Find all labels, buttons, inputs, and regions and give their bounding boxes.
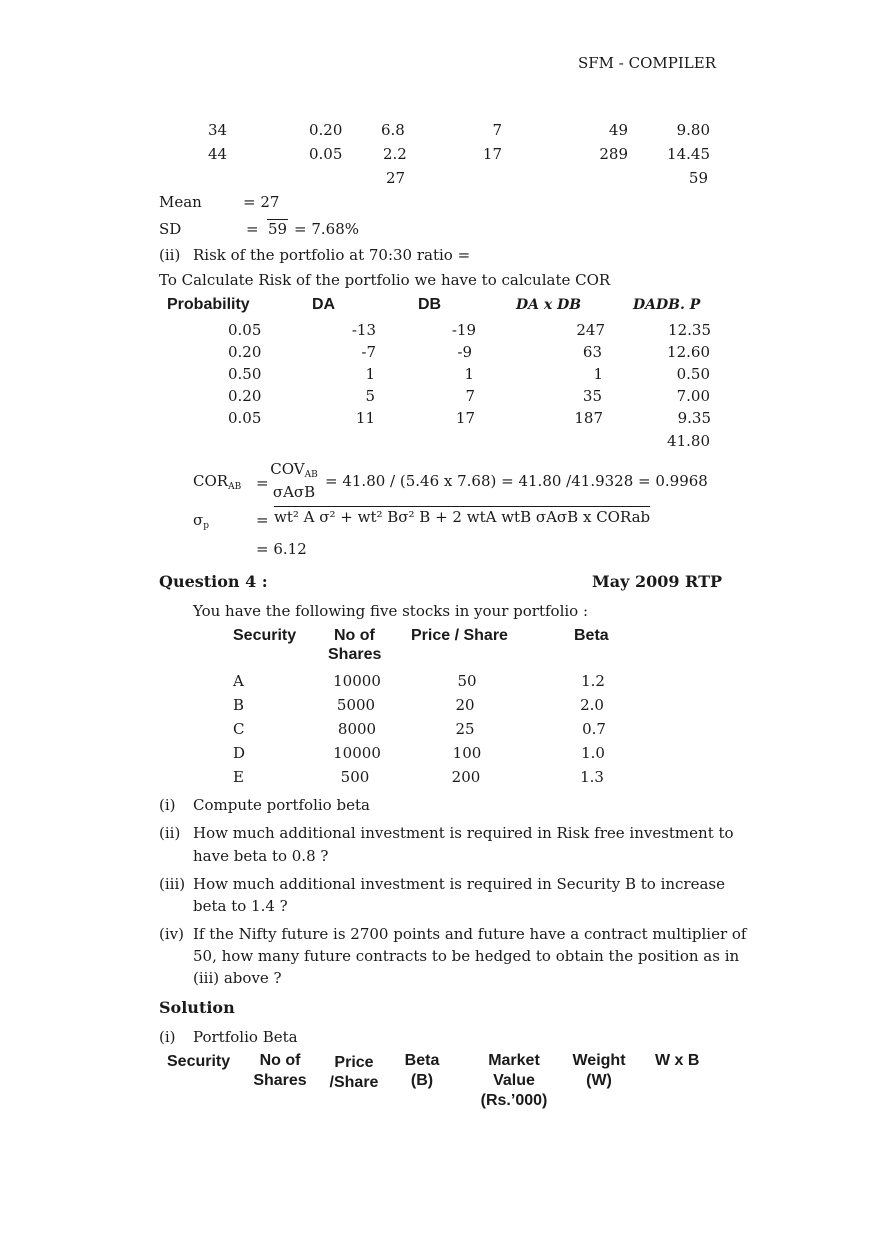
table-header: DA [312,296,336,313]
table-header: DB [418,296,442,313]
table-header: Security [233,627,297,644]
table-cell: 0.05 [309,145,343,163]
item-number: (i) [159,796,176,814]
table-cell: 7 [492,121,502,139]
table-cell: C [233,720,245,738]
cor-fraction [268,461,320,501]
page-header-title: SFM - COMPILER [578,54,717,72]
table-cell: 34 [208,121,228,139]
table-cell: -7 [361,343,376,361]
table-cell: 35 [582,387,602,405]
table-header: No of Shares [253,1052,307,1089]
risk-instruction: To Calculate Risk of the portfolio we have to calculate COR [159,271,611,289]
sd-sqrt-value: 59 [268,220,288,238]
question-source: May 2009 RTP [592,572,722,591]
fraction-denominator: σAσB [272,483,316,501]
table-cell: 1.0 [581,744,605,762]
table-header: DA x DB [516,297,582,313]
table-cell: 2.0 [580,696,604,714]
table-cell: 10000 [333,744,381,762]
table-header: Price /Share [329,1054,379,1091]
risk-line: Risk of the portfolio at 70:30 ratio = [193,246,471,264]
item-text: (iii) above ? [193,969,282,987]
table-header: Weight (W) [572,1052,626,1089]
cor-label: $COR_{AB}$ [193,472,242,492]
question-intro: You have the following five stocks in your portfolio : [193,602,589,620]
table-cell: 200 [451,768,481,786]
item-text: If the Nifty future is 2700 points and future have a contract multiplier of [193,925,747,943]
table-cell: 0.05 [228,321,262,339]
table-cell: 50 [457,672,477,690]
table-cell: 0.50 [676,365,710,383]
table-cell: 14.45 [667,145,710,163]
table-cell: 1 [365,365,375,383]
fraction-numerator: $COV_{AB}$ [270,460,318,480]
table-cell: 100 [452,744,482,762]
table-header: Shares [328,646,382,663]
table-cell: 10000 [333,672,381,690]
table-cell: -13 [351,321,376,339]
table-header: W x B [655,1052,700,1069]
question-title: Question 4 : [159,572,268,591]
table-cell: A [233,672,244,690]
table-cell: 20 [455,696,475,714]
item-text: have beta to 0.8 ? [193,847,329,865]
table-header: Security [167,1053,231,1070]
table-cell: 5 [365,387,375,405]
table-cell: 12.60 [667,343,710,361]
table-cell: E [233,768,244,786]
table-cell: D [233,744,246,762]
table-cell: 7.00 [676,387,710,405]
table-cell: 0.20 [309,121,343,139]
table-cell: 187 [574,409,603,427]
table-cell: 8000 [337,720,377,738]
cor-equals: = [256,474,269,492]
sigma-equals: = [256,511,269,529]
risk-line-number: (ii) [159,246,181,264]
table-header: Price / Share [411,627,508,644]
table-total-cell: 59 [688,169,708,187]
table-header: No of [334,627,375,644]
item-text: Compute portfolio beta [193,796,370,814]
table-total-cell: 41.80 [667,432,710,450]
item-number: (iii) [159,875,186,893]
sd-equals: = [246,220,259,238]
table-cell: 7 [465,387,475,405]
table-cell: 44 [208,145,228,163]
table-cell: 17 [482,145,502,163]
table-cell: 17 [455,409,475,427]
item-text: 50, how many future contracts to be hedged to obtain the position as in [193,947,740,965]
sigma-p-label: $\sigma_p$ [193,511,210,531]
table-cell: 9.35 [677,409,711,427]
table-cell: 25 [455,720,475,738]
table-cell: 289 [599,145,628,163]
table-cell: 0.20 [228,387,262,405]
table-header: Market Value (Rs.’000) [480,1052,548,1109]
table-cell: 2.2 [383,145,407,163]
table-cell: 1.2 [581,672,605,690]
mean-value: = 27 [243,193,280,211]
table-cell: 0.7 [582,720,606,738]
table-cell: -19 [451,321,476,339]
table-cell: 0.05 [228,409,262,427]
table-cell: B [233,696,245,714]
item-text: How much additional investment is required in Risk free investment to [193,824,734,842]
table-cell: 49 [608,121,628,139]
item-number: (ii) [159,824,181,842]
table-cell: 1 [593,365,603,383]
table-cell: 6.8 [381,121,405,139]
cor-result: = 41.80 / (5.46 x 7.68) = 41.80 /41.9328 = 0.9968 [325,472,708,490]
table-cell: 500 [340,768,370,786]
item-number: (iv) [159,925,184,943]
sigma-result: = 6.12 [256,540,307,558]
table-header: DADB. P [633,297,701,313]
sd-result: = 7.68% [294,220,359,238]
table-cell: 1 [464,365,474,383]
solution-sub-title: Portfolio Beta [193,1028,298,1046]
table-header: Beta (B) [404,1052,440,1089]
sigma-expression: wt² A σ² + wt² Bσ² B + 2 wtA wtB σAσB x CORab [274,508,651,526]
table-cell: 0.20 [228,343,262,361]
table-cell: -9 [457,343,472,361]
table-cell: 247 [576,321,605,339]
table-cell: 63 [582,343,602,361]
table-cell: 11 [355,409,375,427]
table-cell: 5000 [336,696,376,714]
sd-label: SD [159,220,182,238]
table-total-cell: 27 [386,169,406,187]
item-text: beta to 1.4 ? [193,897,288,915]
mean-label: Mean [159,193,202,211]
table-cell: 12.35 [668,321,711,339]
solution-sub-number: (i) [159,1028,176,1046]
table-cell: 9.80 [676,121,710,139]
table-header: Beta [574,627,609,644]
solution-title: Solution [159,998,235,1017]
table-cell: 0.50 [228,365,262,383]
table-cell: 1.3 [580,768,604,786]
item-text: How much additional investment is required in Security B to increase [193,875,726,893]
table-header: Probability [167,296,250,313]
